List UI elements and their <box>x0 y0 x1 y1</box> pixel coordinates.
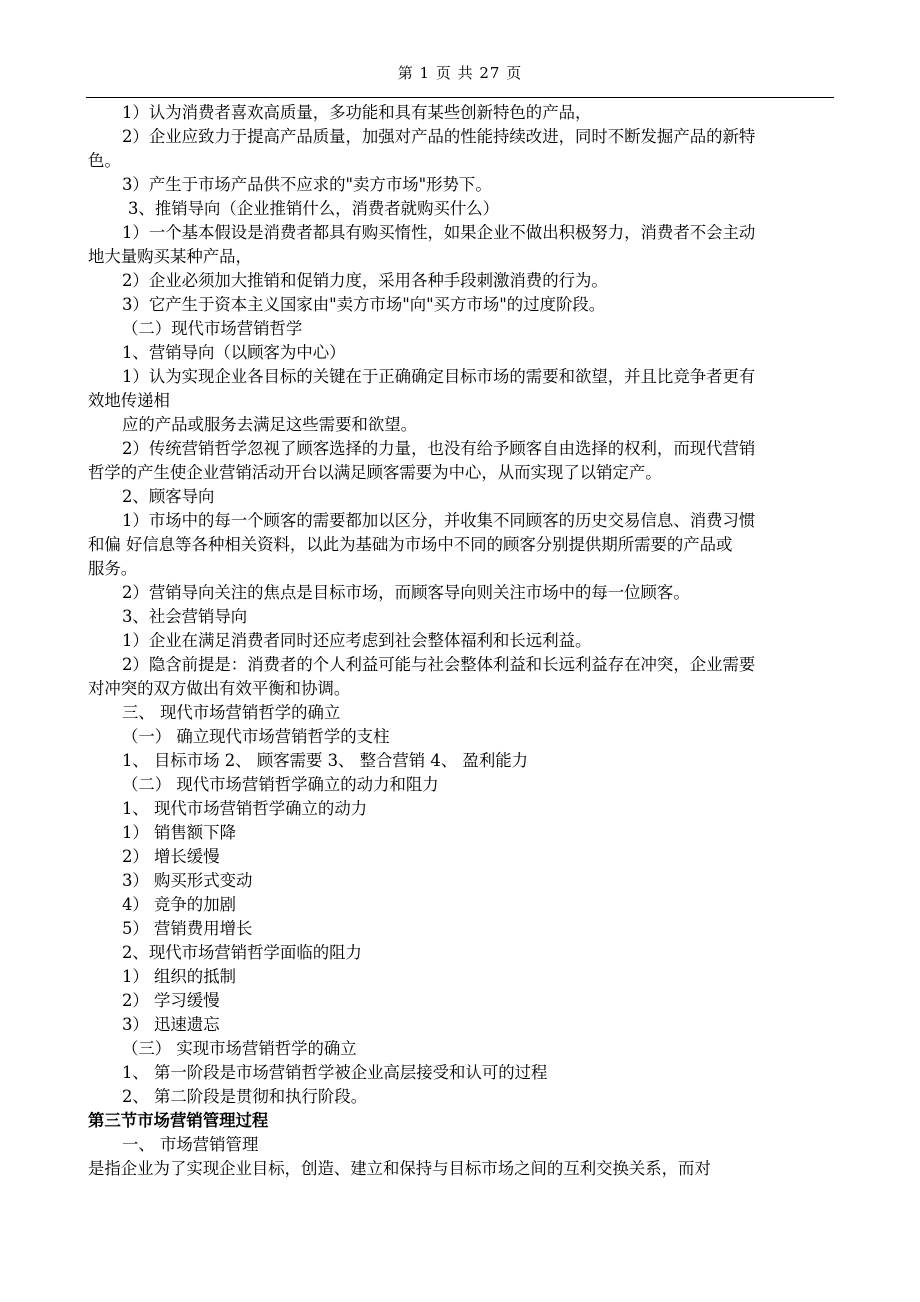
text-line-26: 三、 现代市场营销哲学的确立 <box>122 703 341 722</box>
text-line-44: 一、 市场营销管理 <box>122 1135 259 1154</box>
text-line-1: 1）认为消费者喜欢高质量，多功能和具有某些创新特色的产品， <box>122 103 592 122</box>
text-line-5: 3、推销导向（企业推销什么，消费者就购买什么） <box>128 199 500 218</box>
text-line-34: 4） 竞争的加剧 <box>122 895 236 914</box>
text-line-3: 色。 <box>88 151 121 170</box>
text-line-7: 地大量购买某种产品， <box>88 247 252 266</box>
text-line-18: 1）市场中的每一个顾客的需要都加以区分，并收集不同顾客的历史交易信息、消费习惯 <box>122 511 756 530</box>
text-line-33: 3） 购买形式变动 <box>122 871 253 890</box>
text-line-10: （二）现代市场营销哲学 <box>122 319 303 338</box>
text-line-21: 2）营销导向关注的焦点是目标市场，而顾客导向则关注市场中的每一位顾客。 <box>122 583 690 602</box>
text-line-29: （二） 现代市场营销哲学确立的动力和阻力 <box>122 775 439 794</box>
text-line-43: 第三节市场营销管理过程 <box>88 1111 269 1130</box>
text-line-11: 1、营销导向（以顾客为中心） <box>122 343 346 362</box>
text-line-23: 1）企业在满足消费者同时还应考虑到社会整体福利和长远利益。 <box>122 631 592 650</box>
header-divider <box>86 97 834 98</box>
text-line-31: 1） 销售额下降 <box>122 823 236 842</box>
text-line-12: 1）认为实现企业各目标的关键在于正确确定目标市场的需要和欲望，并且比竞争者更有 <box>122 367 756 386</box>
text-line-45: 是指企业为了实现企业目标，创造、建立和保持与目标市场之间的互利交换关系，而对 <box>88 1159 711 1178</box>
text-line-30: 1、 现代市场营销哲学确立的动力 <box>122 799 368 818</box>
text-line-36: 2、现代市场营销哲学面临的阻力 <box>122 943 362 962</box>
text-line-39: 3） 迅速遗忘 <box>122 1015 220 1034</box>
text-line-27: （一） 确立现代市场营销哲学的支柱 <box>122 727 390 746</box>
text-line-17: 2、顾客导向 <box>122 487 215 506</box>
text-line-6: 1）一个基本假设是消费者都具有购买惰性，如果企业不做出积极努力，消费者不会主动 <box>122 223 756 242</box>
text-line-8: 2）企业必须加大推销和促销力度，采用各种手段刺激消费的行为。 <box>122 271 608 290</box>
text-line-9: 3）它产生于资本主义国家由"卖方市场"向"买方市场"的过度阶段。 <box>122 295 606 314</box>
text-line-22: 3、社会营销导向 <box>122 607 248 626</box>
text-line-20: 服务。 <box>88 559 138 578</box>
document-body <box>88 101 836 1181</box>
text-line-4: 3）产生于市场产品供不应求的"卖方市场"形势下。 <box>122 175 492 194</box>
text-line-15: 2）传统营销哲学忽视了顾客选择的力量，也没有给予顾客自由选择的权利，而现代营销 <box>122 439 756 458</box>
text-line-2: 2）企业应致力于提高产品质量，加强对产品的性能持续改进，同时不断发掘产品的新特 <box>122 127 756 146</box>
text-line-37: 1） 组织的抵制 <box>122 967 236 986</box>
text-line-40: （三） 实现市场营销哲学的确立 <box>122 1039 357 1058</box>
text-line-24: 2）隐含前提是：消费者的个人利益可能与社会整体利益和长远利益存在冲突，企业需要 <box>122 655 756 674</box>
text-line-35: 5） 营销费用增长 <box>122 919 253 938</box>
text-line-16: 哲学的产生使企业营销活动开台以满足顾客需要为中心，从而实现了以销定产。 <box>88 463 662 482</box>
text-line-14: 应的产品或服务去满足这些需要和欲望。 <box>122 415 418 434</box>
text-line-32: 2） 增长缓慢 <box>122 847 220 866</box>
text-line-28: 1、 目标市场 2、 顾客需要 3、 整合营销 4、 盈利能力 <box>122 751 528 770</box>
text-line-41: 1、 第一阶段是市场营销哲学被企业高层接受和认可的过程 <box>122 1063 548 1082</box>
text-line-19: 和偏 好信息等各种相关资料，以此为基础为市场中不同的顾客分别提供期所需要的产品或 <box>88 535 733 554</box>
text-line-42: 2、 第二阶段是贯彻和执行阶段。 <box>122 1087 368 1106</box>
text-line-38: 2） 学习缓慢 <box>122 991 220 1010</box>
text-line-13: 效地传递相 <box>88 391 170 410</box>
page-header: 第 1 页 共 27 页 <box>397 64 523 82</box>
text-line-25: 对冲突的双方做出有效平衡和协调。 <box>88 679 351 698</box>
